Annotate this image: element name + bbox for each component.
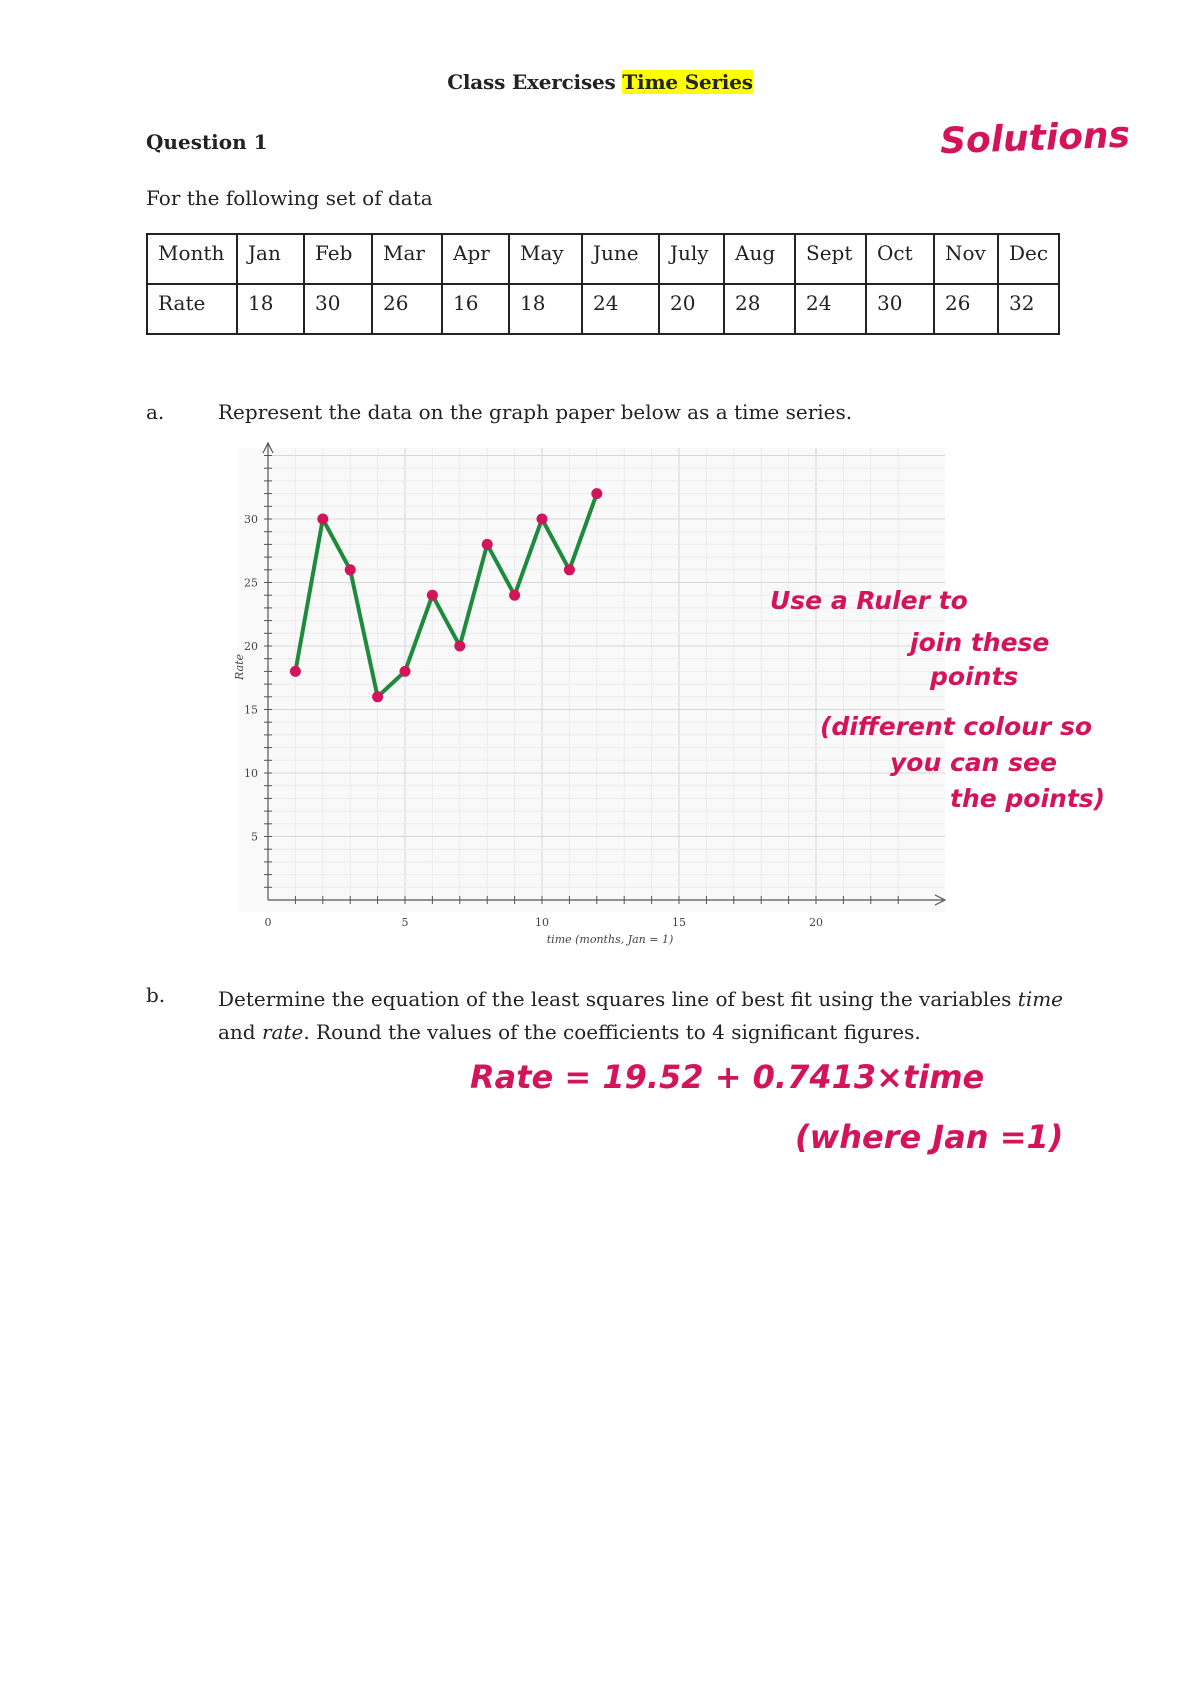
table-cell: Sept bbox=[795, 234, 866, 284]
variable-time: time bbox=[1017, 987, 1064, 1011]
question-heading: Question 1 bbox=[146, 130, 268, 154]
ruler-note-line: you can see bbox=[890, 748, 1057, 777]
table-cell: Oct bbox=[866, 234, 934, 284]
data-point bbox=[427, 590, 438, 601]
table-cell: Jan bbox=[237, 234, 304, 284]
ruler-note-line: Use a Ruler to bbox=[770, 586, 968, 615]
table-cell: May bbox=[509, 234, 582, 284]
table-cell: 24 bbox=[795, 284, 866, 334]
intro-text: For the following set of data bbox=[146, 186, 433, 210]
x-axis-label: time (months, Jan = 1) bbox=[546, 933, 674, 946]
variable-rate: rate bbox=[261, 1020, 304, 1044]
y-tick-label: 30 bbox=[244, 513, 258, 526]
y-tick-label: 20 bbox=[244, 640, 258, 653]
data-point bbox=[372, 691, 383, 702]
part-b-text-2: and bbox=[218, 1020, 262, 1044]
handwritten-equation: Rate = 19.52 + 0.7413×time bbox=[470, 1058, 985, 1096]
table-cell: Feb bbox=[304, 234, 372, 284]
data-point bbox=[482, 539, 493, 550]
ruler-note-line: join these bbox=[910, 628, 1050, 657]
ruler-note-line: the points) bbox=[950, 784, 1106, 813]
y-tick-label: 25 bbox=[244, 576, 258, 590]
table-cell: 18 bbox=[237, 284, 304, 334]
handwritten-ruler-note bbox=[770, 586, 1105, 814]
part-b-text-1: Determine the equation of the least squares line of best fit using the variables bbox=[218, 987, 1018, 1011]
table-cell: 18 bbox=[509, 284, 582, 334]
ruler-note-line: (different colour so bbox=[820, 712, 1093, 741]
table-cell: 24 bbox=[582, 284, 659, 334]
table-cell: Apr bbox=[442, 234, 509, 284]
data-point bbox=[591, 488, 602, 499]
data-point bbox=[400, 666, 411, 677]
x-tick-label: 20 bbox=[809, 916, 823, 929]
x-tick-label: 5 bbox=[401, 916, 409, 929]
table-cell: 26 bbox=[372, 284, 442, 334]
data-point bbox=[317, 514, 328, 525]
table-cell: 16 bbox=[442, 284, 509, 334]
table-cell: Aug bbox=[724, 234, 795, 284]
y-tick-label: 10 bbox=[244, 767, 258, 780]
table-cell: Month bbox=[147, 234, 237, 284]
part-b-label: b. bbox=[146, 983, 166, 1007]
title-text: Class Exercises bbox=[447, 70, 616, 94]
part-a-label: a. bbox=[146, 400, 165, 424]
part-b-text bbox=[218, 983, 1098, 1049]
part-a-text: Represent the data on the graph paper below as a time series. bbox=[218, 400, 853, 424]
table-cell: Rate bbox=[147, 284, 237, 334]
x-tick-label: 0 bbox=[264, 916, 272, 929]
handwritten-solutions: Solutions bbox=[939, 114, 1131, 163]
x-tick-label: 15 bbox=[672, 916, 686, 929]
table-cell: Mar bbox=[372, 234, 442, 284]
y-tick-label: 5 bbox=[251, 830, 258, 844]
table-cell: 26 bbox=[934, 284, 998, 334]
x-tick-label: 10 bbox=[535, 916, 549, 929]
table-cell: 30 bbox=[304, 284, 372, 334]
part-b-text-3: . Round the values of the coefficients to 4 significant figures. bbox=[303, 1020, 921, 1044]
table-cell: Dec bbox=[998, 234, 1059, 284]
data-point bbox=[345, 564, 356, 575]
y-tick-label: 15 bbox=[244, 703, 258, 717]
table-cell: June bbox=[582, 234, 659, 284]
data-point bbox=[564, 564, 575, 575]
data-point bbox=[290, 666, 301, 677]
ruler-note-line: points bbox=[930, 662, 1019, 691]
table-cell: 28 bbox=[724, 284, 795, 334]
handwritten-equation-note: (where Jan =1) bbox=[795, 1118, 1064, 1156]
table-cell: 20 bbox=[659, 284, 724, 334]
data-point bbox=[537, 514, 548, 525]
title-highlight: Time Series bbox=[622, 70, 753, 94]
y-axis-label: Rate bbox=[233, 653, 246, 680]
data-point bbox=[509, 590, 520, 601]
table-cell: Nov bbox=[934, 234, 998, 284]
data-point bbox=[454, 641, 465, 652]
table-cell: 30 bbox=[866, 284, 934, 334]
table-cell: 32 bbox=[998, 284, 1059, 334]
table-cell: July bbox=[659, 234, 724, 284]
